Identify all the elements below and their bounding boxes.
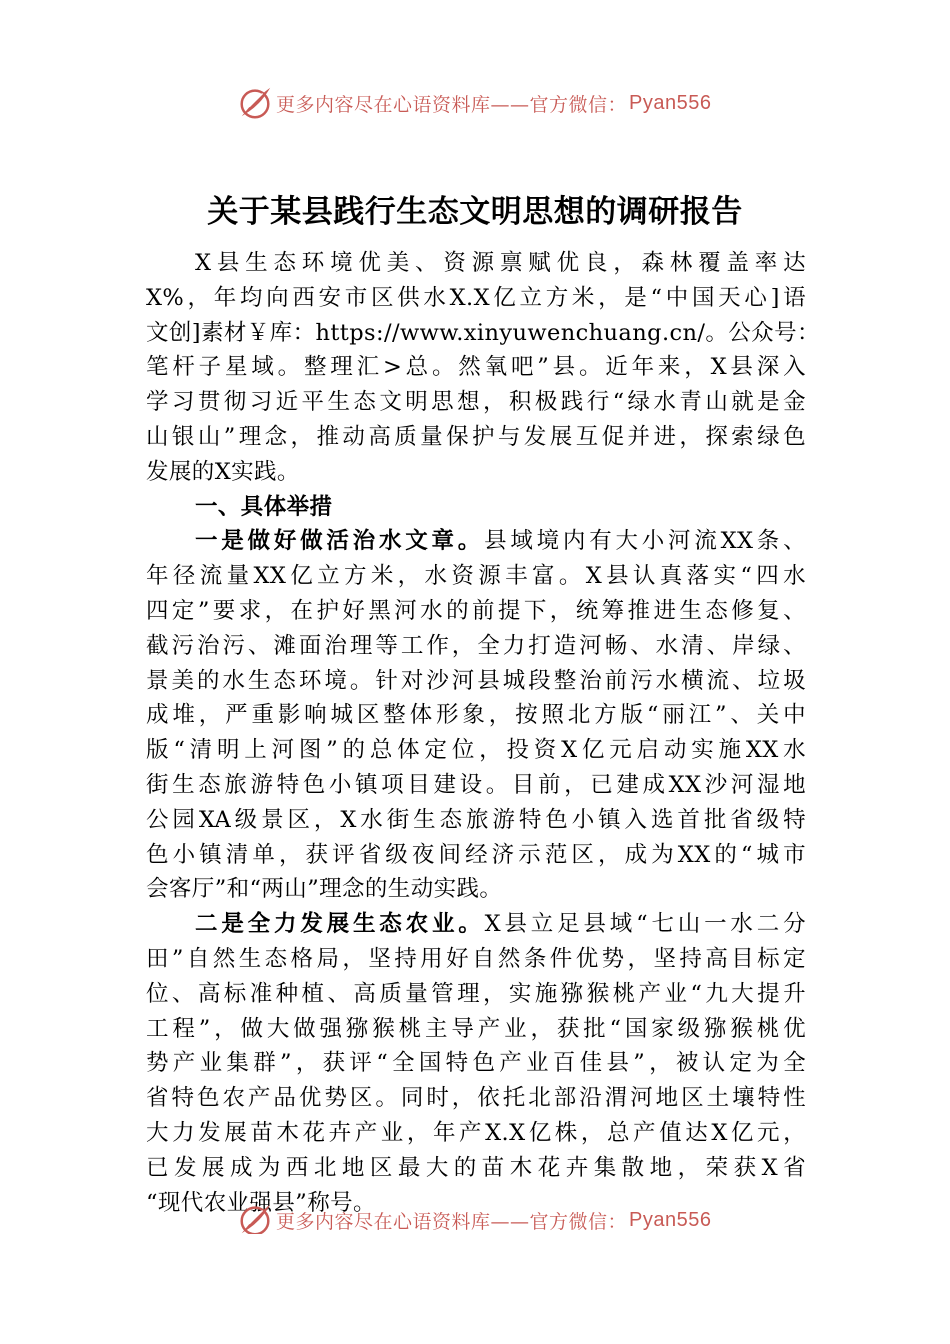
line-text: 街生态旅游特色小镇项目建设。目前，已建成XX沙河湿地 (146, 771, 806, 798)
watermark-footer (236, 1200, 711, 1234)
line-text: 会客厅”和“两山”理念的生动实践。 (146, 876, 503, 903)
document-body (146, 246, 820, 1220)
line-text: 发展的X实践。 (146, 458, 300, 485)
paragraph-lead: 一是做好做活治水文章。 (195, 528, 485, 555)
text-line (146, 246, 806, 281)
watermark-handle: Pyan556 (629, 1208, 712, 1231)
watermark-text: 更多内容尽在心语资料库——官方微信： (276, 1210, 628, 1233)
line-text: 文创]素材￥库：https://www.xinyuwenchuang.cn/。公众号： (146, 319, 820, 346)
line-text: 工程”，做大做强猕猴桃主导产业，获批“国家级猕猴桃优 (146, 1015, 806, 1042)
text-line (146, 768, 806, 803)
text-line (146, 733, 806, 768)
line-text: 截污治污、滩面治理等工作，全力打造河畅、水清、岸绿、 (146, 632, 806, 659)
line-text: X县生态环境优美、资源禀赋优良，森林覆盖率达 (195, 250, 806, 276)
line-text: 一、具体举措 (195, 493, 333, 520)
text-line (146, 316, 820, 351)
text-line (146, 594, 806, 629)
line-text: 山银山”理念，推动高质量保护与发展互促并进，探索绿色 (146, 423, 806, 450)
line-text: 年径流量XX亿立方米，水资源丰富。X县认真落实“四水 (146, 563, 806, 590)
text-line (146, 977, 806, 1012)
line-text: 大力发展苗木花卉产业，年产X.X亿株，总产值达X亿元， (146, 1119, 806, 1146)
text-line (146, 803, 806, 838)
line-text: 版“清明上河图”的总体定位，投资X亿元启动实施XX水 (146, 737, 806, 764)
line-text: “现代农业强县”称号。 (146, 1189, 376, 1216)
watermark-text: 更多内容尽在心语资料库——官方微信： (276, 93, 628, 116)
text-line (146, 524, 806, 559)
text-line (146, 455, 806, 490)
text-line (146, 1081, 806, 1116)
paragraph-lead: 二是全力发展生态农业。 (195, 911, 485, 938)
line-text: 笔杆子星域。整理汇>总。然氧吧”县。近年来，X县深入 (146, 354, 806, 381)
line-text: 县域境内有大小河流XX条、 (484, 528, 806, 555)
text-line (146, 559, 806, 594)
text-line (146, 872, 806, 907)
line-text: X%，年均向西安市区供水X.X亿立方米，是“中国天心]语 (146, 284, 806, 311)
text-line (146, 1151, 806, 1186)
watermark-handle: Pyan556 (629, 91, 712, 114)
text-line (146, 385, 806, 420)
text-line (146, 420, 806, 455)
quill-logo-icon (236, 84, 274, 122)
line-text: 公园XA级景区，X水街生态旅游特色小镇入选首批省级特 (146, 806, 806, 833)
text-line (146, 281, 806, 316)
text-line (146, 838, 806, 873)
section-heading (146, 490, 806, 525)
line-text: 势产业集群”，获评“全国特色产业百佳县”，被认定为全 (146, 1050, 806, 1077)
watermark-header (236, 83, 711, 123)
line-text: 景美的水生态环境。针对沙河县城段整治前污水横流、垃圾 (146, 667, 806, 694)
line-text: 已发展成为西北地区最大的苗木花卉集散地，荣获X省 (146, 1154, 806, 1181)
line-text: 学习贯彻习近平生态文明思想，积极践行“绿水青山就是金 (146, 389, 806, 416)
document-title: 关于某县践行生态文明思想的调研报告 (207, 194, 743, 230)
line-text: 成堆，严重影响城区整体形象，按照北方版“丽江”、关中 (146, 702, 806, 729)
line-text: 色小镇清单，获评省级夜间经济示范区，成为XX的“城市 (146, 841, 806, 868)
text-line (146, 1012, 806, 1047)
text-line (146, 350, 806, 385)
text-line (146, 1116, 806, 1151)
text-line (146, 907, 806, 942)
text-line (146, 664, 806, 699)
quill-logo-icon (236, 1201, 274, 1234)
line-text: 位、高标准种植、高质量管理，实施猕猴桃产业“九大提升 (146, 980, 806, 1007)
line-text: 四定”要求，在护好黑河水的前提下，统筹推进生态修复、 (146, 597, 806, 624)
text-line (146, 942, 806, 977)
line-text: 省特色农产品优势区。同时，依托北部沿渭河地区土壤特性 (146, 1085, 806, 1112)
text-line (146, 698, 806, 733)
text-line (146, 1046, 806, 1081)
line-text: 田”自然生态格局，坚持用好自然条件优势，坚持高目标定 (146, 945, 806, 972)
line-text: X县立足县域“七山一水二分 (484, 911, 806, 938)
text-line (146, 629, 806, 664)
